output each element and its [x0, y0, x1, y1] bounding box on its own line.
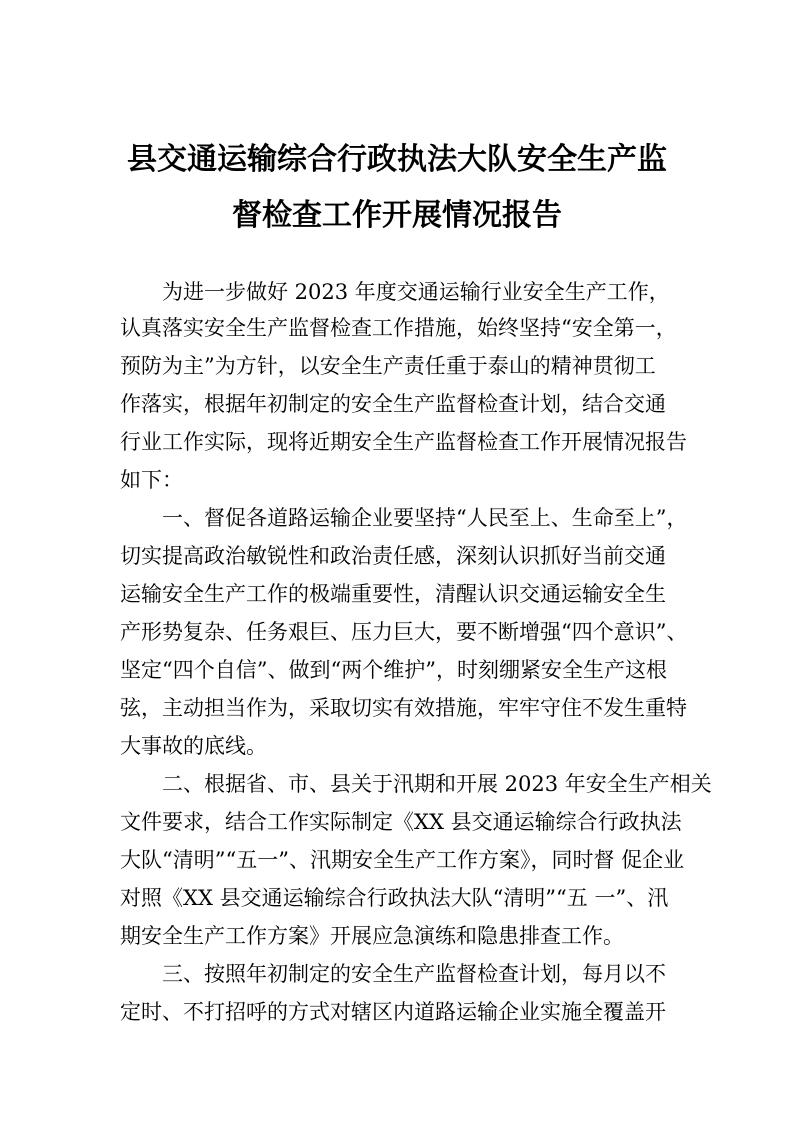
paragraph-3-line-1: 二、根据省、市、县关于汛期和开展 2023 年安全生产相关	[162, 772, 712, 796]
paragraph-3-line-5: 期安全生产工作方案》开展应急演练和隐患排查工作。	[120, 924, 624, 948]
paragraph-2-line-2: 切实提高政治敏锐性和政治责任感，深刻认识抓好当前交通	[120, 544, 666, 568]
paragraph-1-line-2: 认真落实安全生产监督检查工作措施，始终坚持“安全第一，	[120, 316, 677, 340]
paragraph-2-line-3: 运输安全生产工作的极端重要性，清醒认识交通运输安全生	[120, 582, 666, 606]
paragraph-2-line-4: 产形势复杂、任务艰巨、压力巨大，要不断增强“四个意识”、	[120, 620, 688, 644]
paragraph-2-line-7: 大事故的底线。	[120, 734, 267, 758]
paragraph-2-line-5: 坚定“四个自信”、做到“两个维护”，时刻绷紧安全生产这根	[120, 658, 667, 682]
paragraph-4-line-1: 三、按照年初制定的安全生产监督检查计划，每月以不	[162, 962, 666, 986]
paragraph-1-line-5: 行业工作实际，现将近期安全生产监督检查工作开展情况报告	[120, 430, 687, 454]
paragraph-3-line-2: 文件要求，结合工作实际制定《XX 县交通运输综合行政执法	[120, 810, 682, 834]
paragraph-1-line-3: 预防为主”为方针，以安全生产责任重于泰山的精神贯彻工	[120, 354, 656, 378]
paragraph-3-line-3: 大队“清明”“五一”、汛期安全生产工作方案》，同时督 促企业	[120, 848, 685, 872]
document-title-line-2: 督检查工作开展情况报告	[232, 198, 562, 233]
paragraph-1-line-4: 作落实，根据年初制定的安全生产监督检查计划，结合交通	[120, 392, 666, 416]
document-title-line-1: 县交通运输综合行政执法大队安全生产监	[127, 142, 667, 177]
paragraph-3-line-4: 对照《XX 县交通运输综合行政执法大队“清明”“五 一”、汛	[120, 886, 669, 910]
paragraph-4-line-2: 定时、不打招呼的方式对辖区内道路运输企业实施全覆盖开	[120, 1000, 666, 1024]
paragraph-2-line-6: 弦，主动担当作为，采取切实有效措施，牢牢守住不发生重特	[120, 696, 687, 720]
paragraph-2-line-1: 一、督促各道路运输企业要坚持“人民至上、生命至上”，	[162, 506, 688, 530]
paragraph-1-line-1: 为进一步做好 2023 年度交通运输行业安全生产工作，	[162, 280, 670, 304]
paragraph-1-line-6: 如下：	[120, 468, 183, 492]
